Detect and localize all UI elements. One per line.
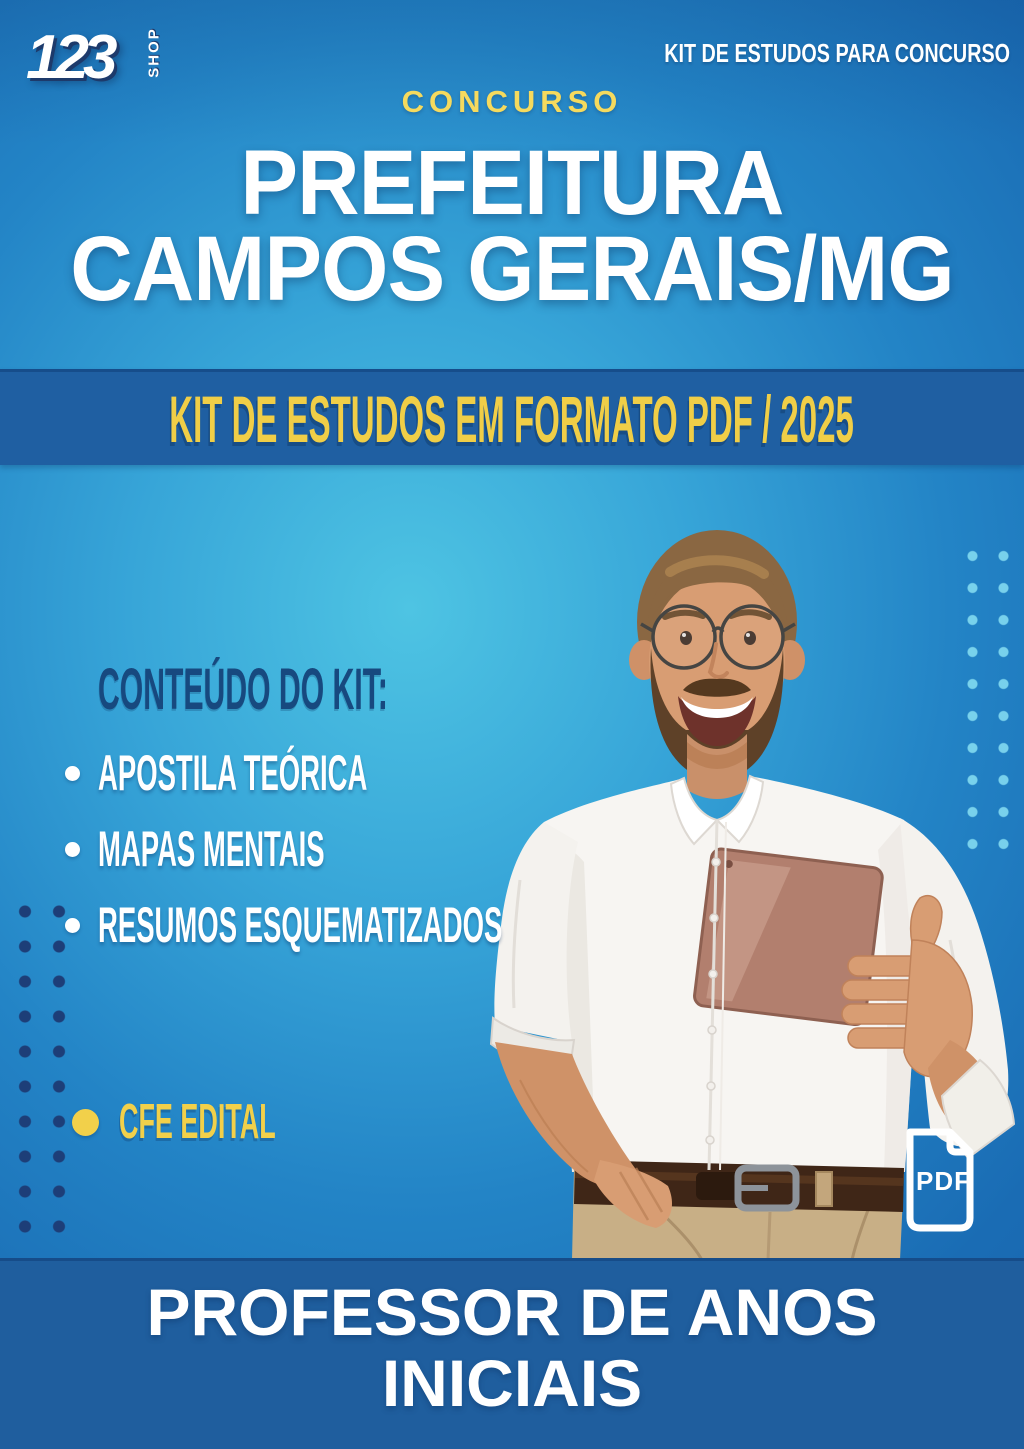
title-line-2: CAMPOS GERAIS/MG bbox=[70, 218, 954, 321]
cfe-edital-row bbox=[60, 1095, 404, 1149]
bullet-icon bbox=[65, 766, 80, 781]
page-title bbox=[0, 132, 1024, 321]
kit-item-label bbox=[98, 897, 833, 953]
bullet-icon bbox=[65, 842, 80, 857]
list-item bbox=[60, 821, 833, 877]
header-tagline-text: KIT DE ESTUDOS PARA CONCURSO bbox=[664, 38, 1010, 68]
kit-item-label bbox=[98, 745, 588, 801]
kit-item-label bbox=[98, 821, 510, 877]
format-banner bbox=[0, 369, 1024, 465]
kit-contents-heading-text: CONTEÚDO DO KIT: bbox=[98, 657, 388, 722]
footer-role-line-2: INICIAIS bbox=[381, 1346, 643, 1420]
list-item bbox=[60, 745, 833, 801]
kit-contents-heading bbox=[98, 656, 655, 723]
footer-role-banner bbox=[0, 1258, 1024, 1449]
kit-items-list bbox=[60, 745, 833, 976]
kit-item-text: RESUMOS ESQUEMATIZADOS bbox=[98, 897, 503, 953]
logo-shop-text: SHOP bbox=[145, 27, 163, 78]
cfe-edital-label bbox=[119, 1095, 404, 1149]
kit-item-text: MAPAS MENTAIS bbox=[98, 821, 325, 877]
list-item bbox=[60, 897, 833, 953]
logo-123-text: 123 bbox=[26, 23, 112, 92]
kit-item-text: APOSTILA TEÓRICA bbox=[98, 745, 368, 801]
pdf-icon-label: PDF bbox=[916, 1166, 971, 1196]
bullet-icon bbox=[72, 1109, 99, 1136]
header-tagline bbox=[555, 38, 1010, 69]
bullet-icon bbox=[65, 918, 80, 933]
footer-role-line-1: PROFESSOR DE ANOS bbox=[146, 1274, 878, 1349]
title-line-1: PREFEITURA bbox=[240, 132, 784, 234]
pdf-file-icon bbox=[894, 1124, 982, 1236]
kicker-label: CONCURSO bbox=[401, 84, 623, 119]
cfe-edital-text: CFE EDITAL bbox=[119, 1095, 276, 1149]
format-banner-text: KIT DE ESTUDOS EM FORMATO PDF / 2025 bbox=[169, 381, 855, 456]
